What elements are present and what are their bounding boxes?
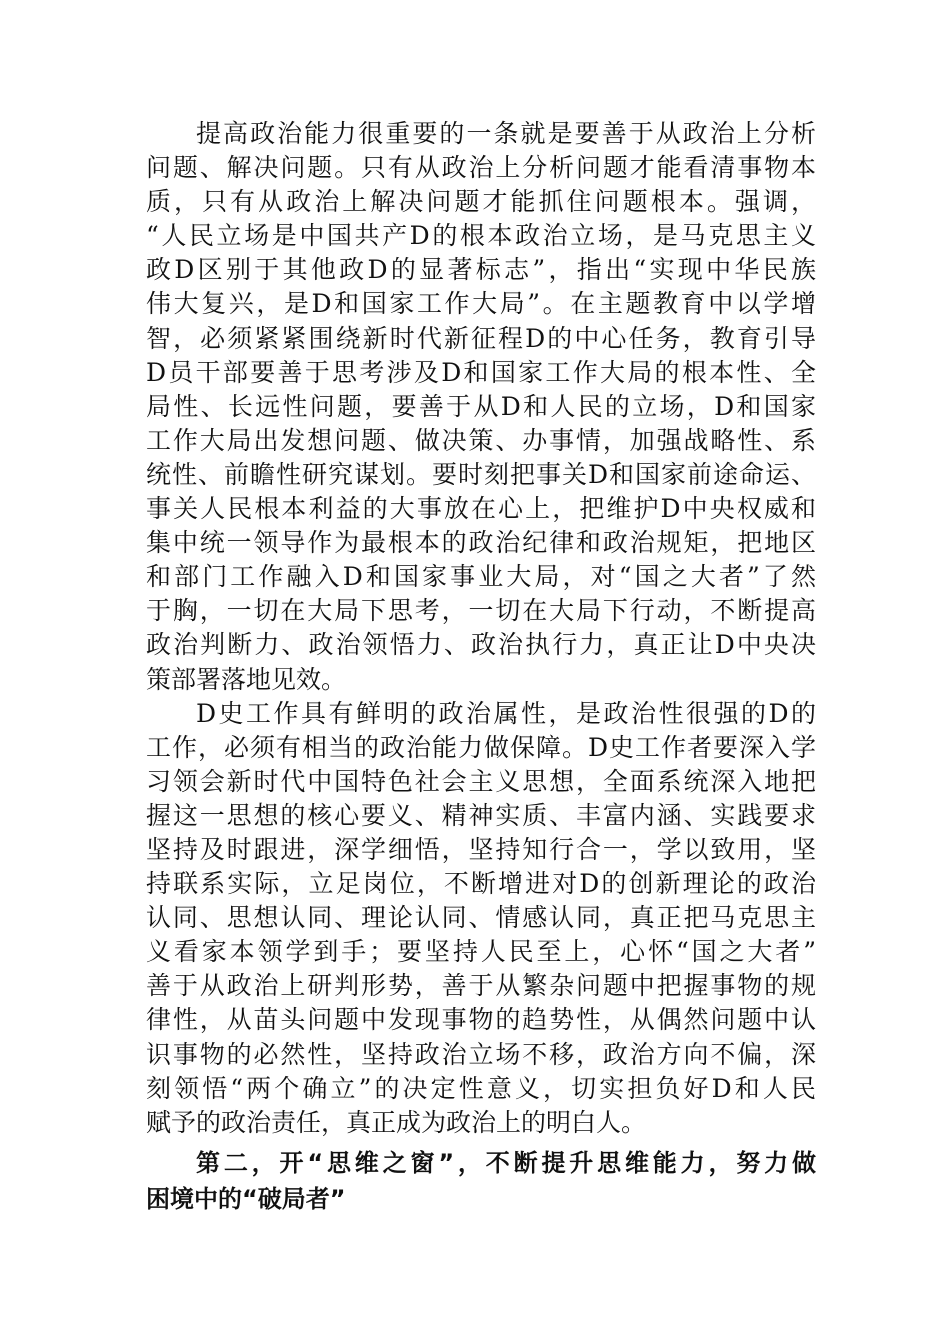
text-line: 律性，从苗头问题中发现事物的趋势性，从偶然问题中认 <box>146 1005 816 1035</box>
text-line: 于胸，一切在大局下思考，一切在大局下行动，不断提高 <box>146 596 816 626</box>
text-line: 习领会新时代中国特色社会主义思想，全面系统深入地把 <box>146 766 816 796</box>
heading-line: 困境中的“破局者” <box>146 1184 346 1213</box>
text-line: 政D区别于其他政D的显著标志”，指出“实现中华民族 <box>146 255 816 285</box>
paragraph-party-history-work <box>146 697 816 1140</box>
text-line: D史工作具有鲜明的政治属性，是政治性很强的D的 <box>196 698 816 728</box>
text-line: 识事物的必然性，坚持政治立场不移，政治方向不偏，深 <box>146 1039 816 1069</box>
text-line: 善于从政治上研判形势，善于从繁杂问题中把握事物的规 <box>146 971 816 1001</box>
text-line: 持联系实际，立足岗位，不断增进对D的创新理论的政治 <box>146 869 816 899</box>
section-heading <box>146 1145 816 1217</box>
text-line: D员干部要善于思考涉及D和国家工作大局的根本性、全 <box>146 357 816 387</box>
text-line: 握这一思想的核心要义、精神实质、丰富内涵、实践要求 <box>146 800 816 830</box>
text-line: 智，必须紧紧围绕新时代新征程D的中心任务，教育引导 <box>146 323 816 353</box>
document-body <box>146 117 816 1217</box>
text-line: 伟大复兴，是D和国家工作大局”。在主题教育中以学增 <box>146 289 816 319</box>
text-line: 工作大局出发想问题、做决策、办事情，加强战略性、系 <box>146 425 816 455</box>
text-line: 坚持及时跟进，深学细悟，坚持知行合一，学以致用，坚 <box>146 834 816 864</box>
text-line: 问题、解决问题。只有从政治上分析问题才能看清事物本 <box>146 153 816 183</box>
text-line: 提高政治能力很重要的一条就是要善于从政治上分析 <box>196 119 816 148</box>
text-line: 刻领悟“两个确立”的决定性意义，切实担负好D和人民 <box>146 1073 816 1103</box>
text-line: 赋予的政治责任，真正成为政治上的明白人。 <box>146 1107 647 1137</box>
text-line: 和部门工作融入D和国家事业大局，对“国之大者”了然 <box>146 562 816 592</box>
paragraph-political-ability <box>146 117 816 697</box>
text-line: 局性、长远性问题，要善于从D和人民的立场，D和国家 <box>146 391 816 421</box>
text-line: 工作，必须有相当的政治能力做保障。D史工作者要深入学 <box>146 732 816 762</box>
text-line: 认同、思想认同、理论认同、情感认同，真正把马克思主 <box>146 903 816 933</box>
text-line: 义看家本领学到手；要坚持人民至上，心怀“国之大者” <box>146 937 816 967</box>
text-line: 事关人民根本利益的大事放在心上，把维护D中央权威和 <box>146 494 816 524</box>
text-line: 质，只有从政治上解决问题才能抓住问题根本。强调， <box>146 187 816 217</box>
text-line: 政治判断力、政治领悟力、政治执行力，真正让D中央决 <box>146 630 816 660</box>
text-line: 统性、前瞻性研究谋划。要时刻把事关D和国家前途命运、 <box>146 459 816 489</box>
text-line: 集中统一领导作为最根本的政治纪律和政治规矩，把地区 <box>146 528 816 558</box>
heading-line: 第二，开“思维之窗”，不断提升思维能力，努力做 <box>196 1148 816 1177</box>
text-line: 策部署落地见效。 <box>146 664 347 694</box>
text-line: “人民立场是中国共产D的根本政治立场，是马克思主义 <box>146 221 816 251</box>
